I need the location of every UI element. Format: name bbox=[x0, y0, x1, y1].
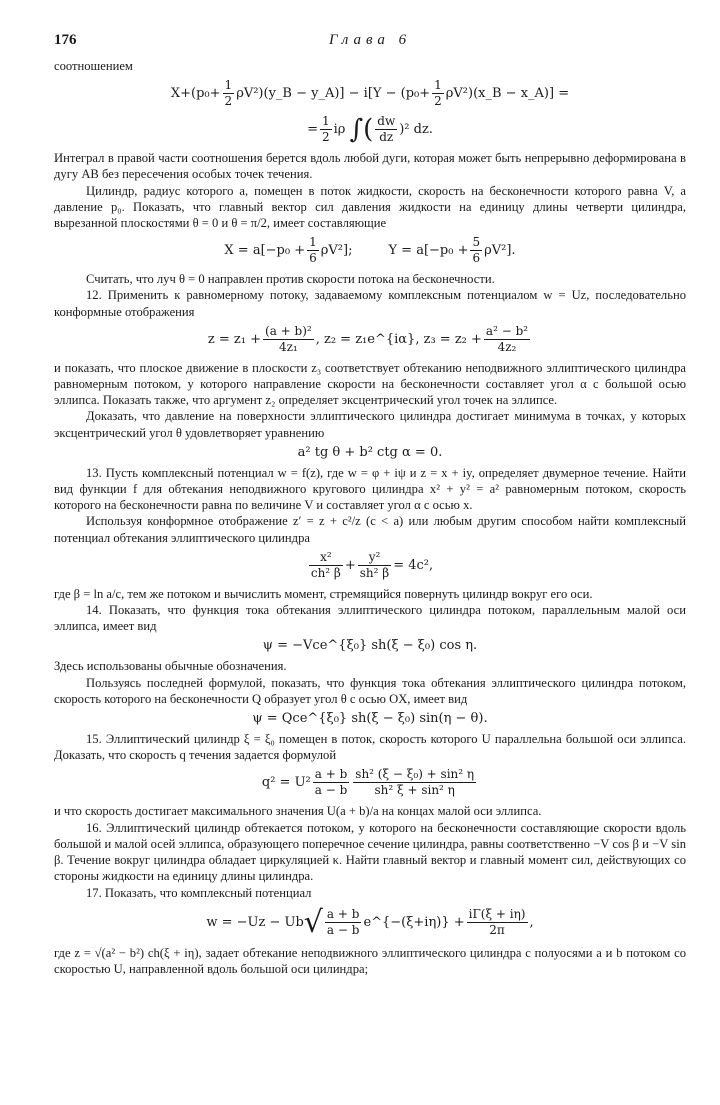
problem-14-notation: Здесь использованы обычные обозначения. bbox=[54, 659, 287, 674]
book-page bbox=[54, 30, 686, 977]
problem-12: 12. Применить к равномерному потоку, задаваемому комплексным потенциалом w = Uz, последовательно конформные отображения bbox=[54, 288, 686, 319]
intro-text: соотношением bbox=[54, 59, 133, 73]
paragraph-ray: Считать, что луч θ = 0 направлен против скорости потока на бесконечности. bbox=[86, 272, 495, 287]
equation-14: ψ = −Vce^{ξ₀} sh(ξ − ξ₀) cos η. bbox=[262, 638, 478, 654]
problem-17: 17. Показать, что комплексный потенциал bbox=[86, 885, 312, 900]
problem-14: 14. Показать, что функция тока обтекания эллиптического цилиндра потоком, параллельным малой оси эллипса, имеет вид bbox=[54, 603, 686, 634]
problem-13: 13. Пусть комплексный потенциал w = f(z), где w = φ + iψ и z = x + iy, определяет двумерное течение. Найти вид функции f для обтекания неподвижного кругового цилиндра x² + y² = a² равномерным потоком, скорость которого на бесконечности равна по величине V и составляет угол α с осью x. bbox=[54, 465, 686, 513]
equation-xy: X = a[−p₀ + $\frac{1}{6}$ ρV²]; Y = a[−p₀ + $\frac{5}{6}$ ρV²]. bbox=[224, 235, 516, 266]
problem-15: 15. Эллиптический цилиндр ξ = ξ₀ помещен в поток, скорость которого U параллельна большой оси эллипса. Доказать, что скорость q течения задается формулой bbox=[54, 732, 686, 763]
problem-12-continued: и показать, что плоское движение в плоскости z₃ соответствует обтеканию неподвижного эллиптического цилиндра равномерным потоком, у которого направление скорости на бесконечности составляет угол α с большой осью эллипса. Показать также, что аргумент z₂ определяет эксцентрический угол точек на эллипсе. bbox=[54, 360, 686, 408]
equation-13-ellipse: $\frac{\text{x²}}{\text{ch² β}}$ + $\frac{\text{y²}}{\text{sh² β}}$ = 4c², bbox=[310, 549, 434, 580]
chapter-title: Глава 6 bbox=[329, 32, 412, 48]
problem-14-continued: Пользуясь последней формулой, показать, что функция тока обтекания эллиптического цилиндра потоком, скорость которого на бесконечности Q образует угол θ с осью OX, имеет вид bbox=[54, 675, 686, 706]
problem-13-moment: где β = ln a/c, тем же потоком и вычислить момент, стремящийся повернуть цилиндр вокруг его оси. bbox=[54, 586, 593, 601]
problem-12-pressure: Доказать, что давление на поверхности эллиптического цилиндра достигает минимума в точках, у которых эксцентрический угол θ удовлетворяет уравнению bbox=[54, 409, 686, 440]
equation-12-angle: a² tg θ + b² ctg α = 0. bbox=[297, 444, 443, 460]
equation-12: z = z₁ + $\frac{\text{(a + b)²}}{\text{4z₁}}$ , z₂ = z₁e^{iα}, z₃ = z₂ + $\frac{\text{a² − b²}}{\text{4z₂}}$ bbox=[207, 323, 529, 354]
equation-17: w = −Uz − Ub√ $\frac{a + b}{a - b}$ e^{−(ξ+iη)} + $\frac{i\Gamma(\xi + i\eta)}{2\pi}$ , bbox=[206, 904, 534, 940]
equation-1-line-2: = $\frac{1}{2}$ iρ ∫( $\frac{dw}{dz}$ )² dz. bbox=[307, 114, 433, 145]
paragraph-cylinder: Цилиндр, радиус которого a, помещен в поток жидкости, скорость на бесконечности которого равна V, а давление p₀. Показать, что главный вектор сил давления жидкости на единицу длины четверти цилиндра, вырезанной плоскостями θ = 0 и θ = π/2, имеет составляющие bbox=[54, 183, 686, 231]
problem-17-continued: где z = √(a² − b²) ch(ξ + iη), задает обтекание неподвижного эллиптического цилиндра с полуосями a и b потоком со скоростью U, направленной вдоль большой оси цилиндра; bbox=[54, 945, 686, 976]
problem-16: 16. Эллиптический цилиндр обтекается потоком, у которого на бесконечности составляющие скорости вдоль большой и малой осей эллипса, образующего поперечное сечение цилиндра, равны соответственно −V cos β и −V sin β. Течение вокруг цилиндра обладает циркуляцией κ. Найти главный вектор и главный момент сил, действующих со стороны жидкости на единицу длины цилиндра. bbox=[54, 820, 686, 884]
equation-15: q² = U² $\frac{a + b}{a - b}$ $\frac{\text{sh² (ξ − ξ₀) + sin² η}}{\text{sh² ξ + sin² η}}$ bbox=[261, 767, 475, 798]
problem-13-mapping: Используя конформное отображение z′ = z + c²/z (c < a) или любым другим способом найти комплексный потенциал обтекания эллиптического цилиндра bbox=[54, 514, 686, 545]
paragraph-integral: Интеграл в правой части соотношения берется вдоль любой дуги, которая может быть непрерывно деформирована в дугу AB без пересечения особых точек течения. bbox=[54, 151, 686, 182]
page-number: 176 bbox=[54, 32, 77, 48]
equation-14-angle: ψ = Qce^{ξ₀} sh(ξ − ξ₀) sin(η − θ). bbox=[252, 711, 488, 727]
equation-1-line-1: X+(p₀+ $\frac{1}{2}$ ρV²)(y_B − y_A)] − i[Y − (p₀+ $\frac{1}{2}$ ρV²)(x_B − x_A)] = bbox=[170, 78, 570, 109]
problem-15-continued: и что скорость достигает максимального значения U(a + b)/a на концах малой оси эллипса. bbox=[54, 804, 542, 819]
page-header bbox=[54, 30, 686, 58]
